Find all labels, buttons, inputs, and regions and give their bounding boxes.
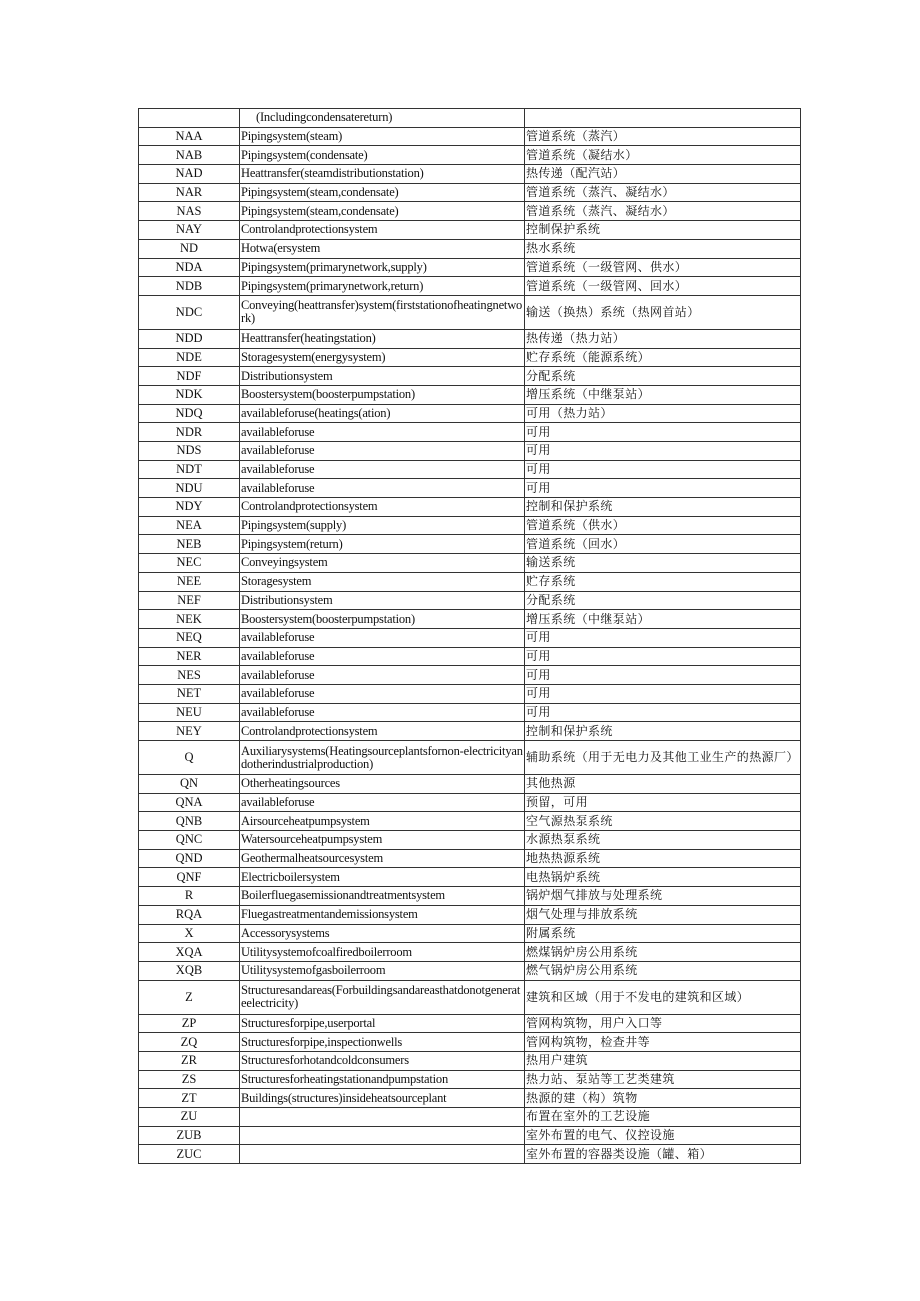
chinese-description-cell: 管道系统（蒸汽、凝结水）: [525, 202, 801, 221]
code-cell: NEF: [139, 591, 240, 610]
chinese-description-cell: 室外布置的电气、仪控设施: [525, 1126, 801, 1145]
code-table-body: [139, 109, 801, 1164]
table-row: [139, 239, 801, 258]
table-row: [139, 258, 801, 277]
chinese-description-cell: 热源的建（构）筑物: [525, 1089, 801, 1108]
chinese-description-cell: 可用: [525, 666, 801, 685]
english-description-cell: Distributionsystem: [240, 367, 525, 386]
code-cell: NDT: [139, 460, 240, 479]
english-description-cell: availableforuse(heatings(ation): [240, 404, 525, 423]
table-row: [139, 647, 801, 666]
table-row: [139, 498, 801, 517]
table-row: [139, 385, 801, 404]
code-cell: NAD: [139, 165, 240, 184]
code-cell: NAB: [139, 146, 240, 165]
code-cell: NAR: [139, 183, 240, 202]
chinese-description-cell: 建筑和区域（用于不发电的建筑和区域）: [525, 980, 801, 1014]
chinese-description-cell: 管网构筑物，检查井等: [525, 1033, 801, 1052]
english-description-cell: availableforuse: [240, 442, 525, 461]
code-cell: ZQ: [139, 1033, 240, 1052]
english-description-cell: availableforuse: [240, 460, 525, 479]
chinese-description-cell: 增压系统（中继泵站）: [525, 610, 801, 629]
code-cell: NER: [139, 647, 240, 666]
code-cell: R: [139, 887, 240, 906]
chinese-description-cell: 布置在室外的工艺设施: [525, 1108, 801, 1127]
table-row: [139, 980, 801, 1014]
chinese-description-cell: 可用: [525, 479, 801, 498]
chinese-description-cell: 控制和保护系统: [525, 722, 801, 741]
table-row: [139, 610, 801, 629]
table-row: [139, 961, 801, 980]
code-cell: QNF: [139, 868, 240, 887]
chinese-description-cell: 管道系统（回水）: [525, 535, 801, 554]
code-cell: ZUC: [139, 1145, 240, 1164]
code-cell: NEK: [139, 610, 240, 629]
english-description-cell: availableforuse: [240, 666, 525, 685]
chinese-description-cell: 管网构筑物，用户入口等: [525, 1014, 801, 1033]
chinese-description-cell: 热用户建筑: [525, 1051, 801, 1070]
table-row: [139, 146, 801, 165]
code-cell: [139, 109, 240, 128]
chinese-description-cell: 可用: [525, 460, 801, 479]
code-cell: QND: [139, 849, 240, 868]
table-row: [139, 775, 801, 794]
english-description-cell: [240, 1126, 525, 1145]
chinese-description-cell: 贮存系统（能源系统）: [525, 348, 801, 367]
table-row: [139, 849, 801, 868]
code-cell: NDB: [139, 277, 240, 296]
english-description-cell: availableforuse: [240, 647, 525, 666]
english-description-cell: Electricboilersystem: [240, 868, 525, 887]
english-description-cell: Hotwa(ersystem: [240, 239, 525, 258]
english-description-cell: availableforuse: [240, 423, 525, 442]
code-cell: NEC: [139, 554, 240, 573]
english-description-cell: Pipingsystem(condensate): [240, 146, 525, 165]
code-cell: NEY: [139, 722, 240, 741]
code-cell: NAY: [139, 221, 240, 240]
chinese-description-cell: 增压系统（中继泵站）: [525, 385, 801, 404]
code-cell: NET: [139, 684, 240, 703]
code-cell: NDD: [139, 329, 240, 348]
table-row: [139, 905, 801, 924]
chinese-description-cell: 可用: [525, 703, 801, 722]
table-row: [139, 1033, 801, 1052]
table-row: [139, 221, 801, 240]
english-description-cell: Structuresforheatingstationandpumpstation: [240, 1070, 525, 1089]
english-description-cell: Distributionsystem: [240, 591, 525, 610]
table-row: [139, 831, 801, 850]
chinese-description-cell: 可用: [525, 684, 801, 703]
code-cell: NEQ: [139, 628, 240, 647]
english-description-cell: availableforuse: [240, 684, 525, 703]
table-row: [139, 703, 801, 722]
table-row: [139, 812, 801, 831]
table-row: [139, 1108, 801, 1127]
code-cell: X: [139, 924, 240, 943]
code-cell: ZUB: [139, 1126, 240, 1145]
chinese-description-cell: 热力站、泵站等工艺类建筑: [525, 1070, 801, 1089]
code-cell: NEB: [139, 535, 240, 554]
table-row: [139, 554, 801, 573]
chinese-description-cell: 预留，可用: [525, 793, 801, 812]
english-description-cell: Auxiliarysystems(Heatingsourceplantsfornon-electricityandotherindustrialproduction): [240, 741, 525, 775]
code-cell: NDR: [139, 423, 240, 442]
english-description-cell: Conveying(heattransfer)system(firststationofheatingnetwork): [240, 295, 525, 329]
table-row: [139, 202, 801, 221]
chinese-description-cell: 锅炉烟气排放与处理系统: [525, 887, 801, 906]
english-description-cell: Boostersystem(boosterpumpstation): [240, 610, 525, 629]
chinese-description-cell: 管道系统（蒸汽、凝结水）: [525, 183, 801, 202]
english-description-cell: Pipingsystem(supply): [240, 516, 525, 535]
english-description-cell: Controlandprotectionsystem: [240, 498, 525, 517]
chinese-description-cell: 可用: [525, 647, 801, 666]
english-description-cell: Pipingsystem(steam): [240, 127, 525, 146]
code-cell: ND: [139, 239, 240, 258]
table-row: [139, 1070, 801, 1089]
code-cell: NDA: [139, 258, 240, 277]
chinese-description-cell: 可用（热力站）: [525, 404, 801, 423]
english-description-cell: Heattransfer(steamdistributionstation): [240, 165, 525, 184]
chinese-description-cell: 燃煤锅炉房公用系统: [525, 943, 801, 962]
english-description-cell: Structuresforhotandcoldconsumers: [240, 1051, 525, 1070]
english-description-cell: Pipingsystem(primarynetwork,return): [240, 277, 525, 296]
code-cell: QNC: [139, 831, 240, 850]
table-row: [139, 1051, 801, 1070]
code-cell: NDU: [139, 479, 240, 498]
english-description-cell: Boostersystem(boosterpumpstation): [240, 385, 525, 404]
table-row: [139, 109, 801, 128]
table-row: [139, 1145, 801, 1164]
chinese-description-cell: [525, 109, 801, 128]
table-row: [139, 591, 801, 610]
english-description-cell: Structuresandareas(Forbuildingsandareasthatdonotgenerateelectricity): [240, 980, 525, 1014]
chinese-description-cell: 热传递（热力站）: [525, 329, 801, 348]
code-cell: Z: [139, 980, 240, 1014]
code-cell: RQA: [139, 905, 240, 924]
table-row: [139, 329, 801, 348]
english-description-cell: Pipingsystem(primarynetwork,supply): [240, 258, 525, 277]
code-cell: ZT: [139, 1089, 240, 1108]
code-cell: NDF: [139, 367, 240, 386]
code-cell: NDY: [139, 498, 240, 517]
table-row: [139, 1014, 801, 1033]
code-cell: NEU: [139, 703, 240, 722]
code-cell: Q: [139, 741, 240, 775]
table-row: [139, 404, 801, 423]
chinese-description-cell: 水源热泵系统: [525, 831, 801, 850]
table-row: [139, 277, 801, 296]
chinese-description-cell: 可用: [525, 423, 801, 442]
table-row: [139, 868, 801, 887]
table-row: [139, 1089, 801, 1108]
chinese-description-cell: 分配系统: [525, 367, 801, 386]
chinese-description-cell: 管道系统（供水）: [525, 516, 801, 535]
code-cell: XQA: [139, 943, 240, 962]
english-description-cell: Otherheatingsources: [240, 775, 525, 794]
chinese-description-cell: 管道系统（一级管网、供水）: [525, 258, 801, 277]
table-row: [139, 887, 801, 906]
code-cell: QNB: [139, 812, 240, 831]
english-description-cell: Airsourceheatpumpsystem: [240, 812, 525, 831]
code-cell: NEE: [139, 572, 240, 591]
english-description-cell: (Includingcondensatereturn): [240, 109, 525, 128]
table-row: [139, 722, 801, 741]
chinese-description-cell: 可用: [525, 442, 801, 461]
chinese-description-cell: 管道系统（凝结水）: [525, 146, 801, 165]
table-row: [139, 460, 801, 479]
code-cell: ZR: [139, 1051, 240, 1070]
chinese-description-cell: 辅助系统（用于无电力及其他工业生产的热源厂）: [525, 741, 801, 775]
table-row: [139, 684, 801, 703]
english-description-cell: Conveyingsystem: [240, 554, 525, 573]
english-description-cell: Structuresforpipe,userportal: [240, 1014, 525, 1033]
english-description-cell: Storagesystem(energysystem): [240, 348, 525, 367]
code-cell: QNA: [139, 793, 240, 812]
chinese-description-cell: 可用: [525, 628, 801, 647]
chinese-description-cell: 控制和保护系统: [525, 498, 801, 517]
table-row: [139, 442, 801, 461]
english-description-cell: Geothermalheatsourcesystem: [240, 849, 525, 868]
code-cell: NDE: [139, 348, 240, 367]
table-row: [139, 943, 801, 962]
chinese-description-cell: 电热锅炉系统: [525, 868, 801, 887]
english-description-cell: Utilitysystemofgasboilerroom: [240, 961, 525, 980]
table-row: [139, 295, 801, 329]
table-row: [139, 666, 801, 685]
chinese-description-cell: 烟气处理与排放系统: [525, 905, 801, 924]
code-cell: XQB: [139, 961, 240, 980]
english-description-cell: Structuresforpipe,inspectionwells: [240, 1033, 525, 1052]
english-description-cell: Pipingsystem(steam,condensate): [240, 202, 525, 221]
chinese-description-cell: 输送系统: [525, 554, 801, 573]
chinese-description-cell: 管道系统（一级管网、回水）: [525, 277, 801, 296]
code-cell: NAS: [139, 202, 240, 221]
chinese-description-cell: 室外布置的容器类设施（罐、箱）: [525, 1145, 801, 1164]
english-description-cell: Fluegastreatmentandemissionsystem: [240, 905, 525, 924]
chinese-description-cell: 输送（换热）系统（热网首站）: [525, 295, 801, 329]
english-description-cell: Storagesystem: [240, 572, 525, 591]
table-row: [139, 924, 801, 943]
english-description-cell: Boilerfluegasemissionandtreatmentsystem: [240, 887, 525, 906]
table-row: [139, 183, 801, 202]
table-row: [139, 516, 801, 535]
table-row: [139, 535, 801, 554]
table-row: [139, 127, 801, 146]
english-description-cell: availableforuse: [240, 628, 525, 647]
english-description-cell: availableforuse: [240, 703, 525, 722]
system-code-table: [138, 108, 801, 1164]
table-row: [139, 572, 801, 591]
chinese-description-cell: 空气源热泵系统: [525, 812, 801, 831]
code-cell: NES: [139, 666, 240, 685]
english-description-cell: Pipingsystem(return): [240, 535, 525, 554]
code-cell: QN: [139, 775, 240, 794]
chinese-description-cell: 附属系统: [525, 924, 801, 943]
english-description-cell: availableforuse: [240, 479, 525, 498]
english-description-cell: Pipingsystem(steam,condensate): [240, 183, 525, 202]
chinese-description-cell: 燃气锅炉房公用系统: [525, 961, 801, 980]
code-cell: NDC: [139, 295, 240, 329]
table-row: [139, 348, 801, 367]
english-description-cell: availableforuse: [240, 793, 525, 812]
chinese-description-cell: 管道系统（蒸汽）: [525, 127, 801, 146]
code-cell: NDQ: [139, 404, 240, 423]
chinese-description-cell: 控制保护系统: [525, 221, 801, 240]
chinese-description-cell: 热水系统: [525, 239, 801, 258]
table-row: [139, 367, 801, 386]
chinese-description-cell: 其他热源: [525, 775, 801, 794]
code-cell: ZU: [139, 1108, 240, 1127]
english-description-cell: Controlandprotectionsystem: [240, 722, 525, 741]
table-row: [139, 793, 801, 812]
code-cell: NDS: [139, 442, 240, 461]
english-description-cell: Accessorysystems: [240, 924, 525, 943]
code-cell: ZP: [139, 1014, 240, 1033]
code-cell: ZS: [139, 1070, 240, 1089]
table-row: [139, 423, 801, 442]
table-row: [139, 741, 801, 775]
english-description-cell: Utilitysystemofcoalfiredboilerroom: [240, 943, 525, 962]
english-description-cell: [240, 1108, 525, 1127]
code-cell: NEA: [139, 516, 240, 535]
chinese-description-cell: 地热热源系统: [525, 849, 801, 868]
chinese-description-cell: 贮存系统: [525, 572, 801, 591]
table-row: [139, 628, 801, 647]
english-description-cell: Controlandprotectionsystem: [240, 221, 525, 240]
english-description-cell: Watersourceheatpumpsystem: [240, 831, 525, 850]
code-cell: NDK: [139, 385, 240, 404]
table-row: [139, 479, 801, 498]
chinese-description-cell: 热传递（配汽站）: [525, 165, 801, 184]
table-row: [139, 165, 801, 184]
chinese-description-cell: 分配系统: [525, 591, 801, 610]
english-description-cell: [240, 1145, 525, 1164]
code-cell: NAA: [139, 127, 240, 146]
table-row: [139, 1126, 801, 1145]
english-description-cell: Buildings(structures)insideheatsourceplant: [240, 1089, 525, 1108]
english-description-cell: Heattransfer(heatingstation): [240, 329, 525, 348]
